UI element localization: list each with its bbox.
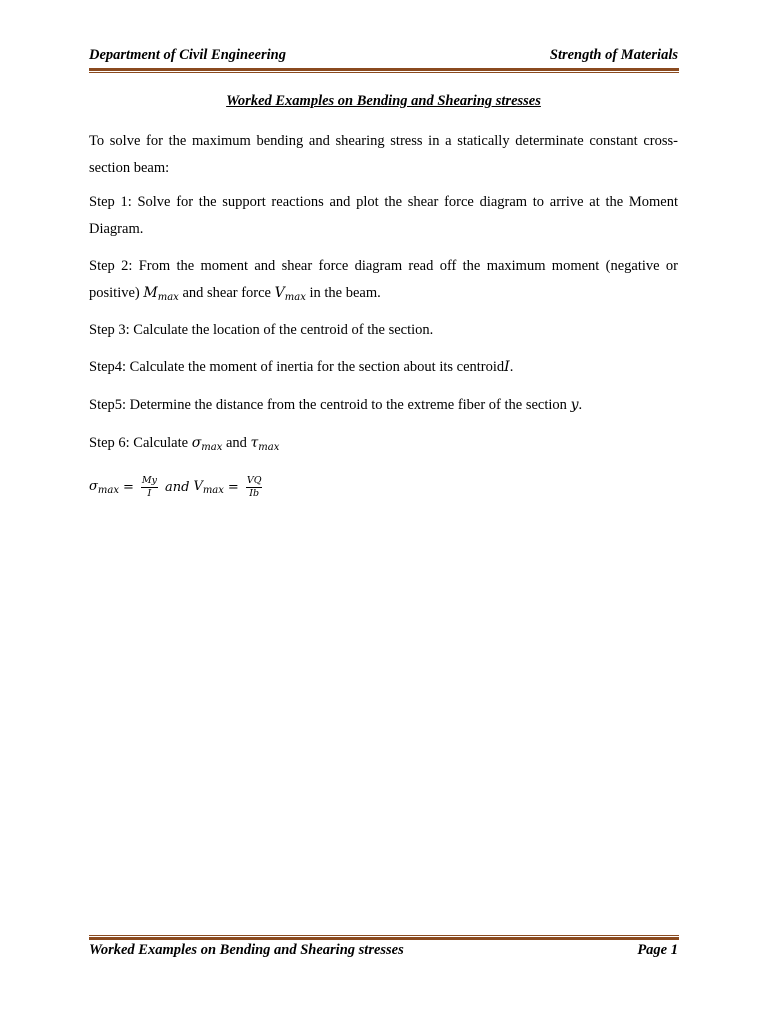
step-4-period: .	[509, 359, 514, 375]
formula-sigma-max: $\sigma_{max}$	[89, 478, 119, 496]
step-1-paragraph: Step 1: Solve for the support reactions and plot the shear force diagram to arrive at the Moment Diagram.	[89, 194, 678, 237]
document-title: Worked Examples on Bending and Shearing stresses	[226, 93, 541, 109]
footer-title: Worked Examples on Bending and Shearing stresses	[89, 942, 404, 958]
step-4-paragraph	[89, 354, 678, 381]
inertia-symbol: I	[504, 359, 510, 375]
formula-and: and	[164, 479, 190, 495]
step-2-text-a: Step 2: From the moment and shear force diagram read off the maximum moment (negative or positive)	[89, 258, 678, 301]
formula-v-max: $V_{max}$	[193, 478, 224, 496]
step-5-period: .	[578, 397, 583, 413]
step-6-text-b: and	[225, 435, 247, 451]
step-5-paragraph	[89, 392, 678, 419]
footer-rule-thick	[89, 937, 679, 940]
step-2-text-b: and shear force	[182, 285, 271, 301]
step-2-text-c: in the beam.	[309, 285, 381, 301]
formula-equals-2: =	[227, 479, 239, 495]
v-max-symbol: $V_{max}$	[274, 285, 306, 303]
header-course: Strength of Materials	[549, 47, 678, 63]
step-5-text: Step5: Determine the distance from the centroid to the extreme fiber of the section	[89, 397, 567, 413]
step-2-paragraph	[89, 253, 678, 311]
tau-max-symbol: $\tau_{max}$	[250, 435, 280, 453]
page-number: Page 1	[637, 942, 678, 958]
footer-rule-thin	[89, 935, 679, 936]
fraction-vq-over-ib: $\frac{VQ}{Ib}$	[246, 474, 262, 499]
header-rule-thick	[89, 68, 679, 71]
step-6-paragraph	[89, 430, 678, 461]
stress-formula	[89, 470, 265, 504]
page-footer	[89, 942, 678, 962]
step-6-text-a: Step 6: Calculate	[89, 435, 189, 451]
header-rule-thin	[89, 72, 679, 73]
step-3-paragraph: Step 3: Calculate the location of the centroid of the section.	[89, 322, 434, 338]
sigma-max-symbol: $\sigma_{max}$	[191, 435, 223, 453]
intro-paragraph: To solve for the maximum bending and shearing stress in a statically determinate constant cross-section beam:	[89, 133, 678, 176]
step-4-text: Step4: Calculate the moment of inertia for the section about its centroid	[89, 359, 505, 375]
m-max-symbol: $M_{max}$	[143, 285, 179, 303]
y-symbol: y	[570, 397, 579, 413]
page-header	[89, 46, 678, 66]
fraction-my-over-i: $\frac{My}{I}$	[141, 474, 157, 499]
formula-equals-1: =	[122, 479, 134, 495]
header-department: Department of Civil Engineering	[89, 47, 286, 63]
